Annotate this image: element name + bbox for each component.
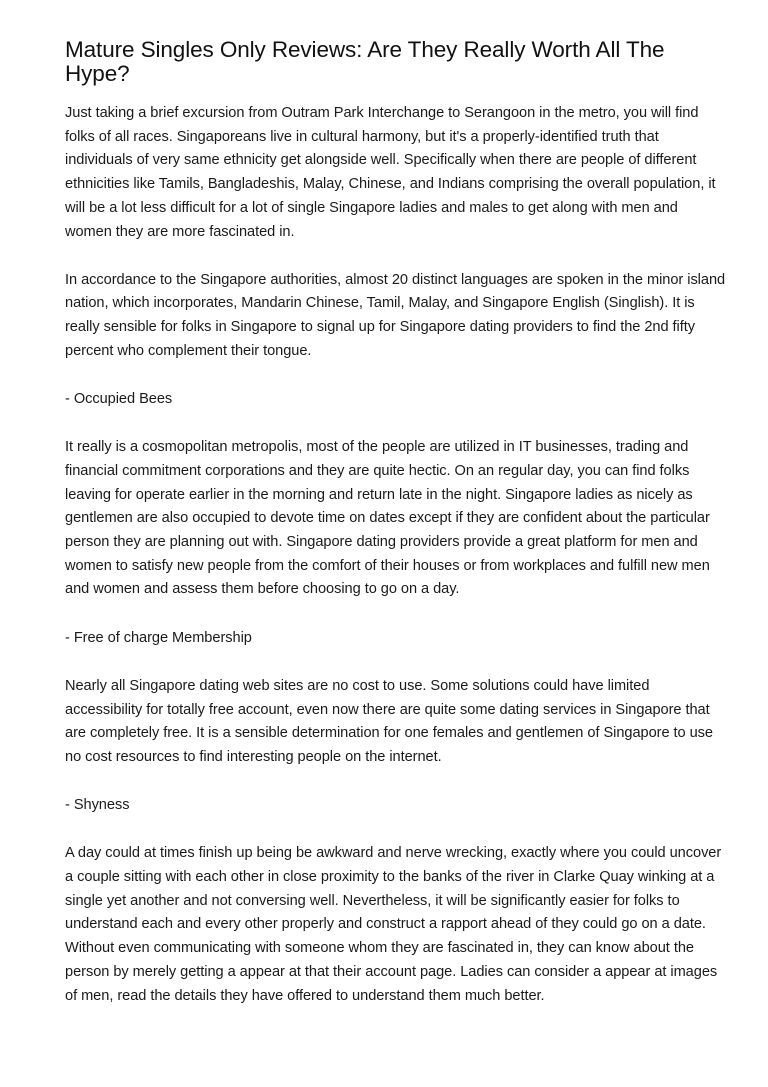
section-heading-occupied-bees: - Occupied Bees	[65, 391, 173, 408]
section-heading-free-membership: - Free of charge Membership	[65, 629, 252, 646]
paragraph-shyness: A day could at times finish up being be awkward and nerve wrecking, exactly where you could uncover a couple sitting with each other in close proximity to the banks of the river in Clarke Quay winking at a single yet another and not conversing well. Nevertheless, it will be significantly easier for folks to understand each and every other properly and construct a rapport ahead of they could go on a date. Without even communicating with someone whom they are fascinated in, they can know about the person by merely getting a appear at that their account page. Ladies can consider a appear at images of men, read the details they have offered to understand them much better.	[65, 845, 722, 1004]
section-heading-shyness: - Shyness	[65, 797, 130, 814]
paragraph-languages: In accordance to the Singapore authorities, almost 20 distinct languages are spoken in the minor island nation, which incorporates, Mandarin Chinese, Tamil, Malay, and Singapore English (Singlish). It is really sensible for folks in Singapore to signal up for Singapore dating providers to find the 2nd fifty percent who complement their tongue.	[65, 271, 726, 359]
document-title: Mature Singles Only Reviews: Are They Really Worth All The Hype?	[65, 37, 665, 86]
paragraph-free-membership: Nearly all Singapore dating web sites are no cost to use. Some solutions could have limited accessibility for totally free account, even now there are quite some dating services in Singapore that are completely free. It is a sensible determination for one females and gentlemen of Singapore to use no cost resources to find interesting people on the internet.	[65, 677, 713, 765]
paragraph-occupied-bees: It really is a cosmopolitan metropolis, most of the people are utilized in IT businesses, trading and financial commitment corporations and they are quite hectic. On an regular day, you can find folks leaving for operate earlier in the morning and return late in the night. Singapore ladies as nicely as gentlemen are also occupied to devote time on dates except if they are confident about the particular person they are planning out with. Singapore dating providers provide a great platform for men and women to satisfy new people from the comfort of their houses or from workplaces and fulfill new men and women and assess them before choosing to go on a day.	[65, 439, 710, 598]
paragraph-intro: Just taking a brief excursion from Outram Park Interchange to Serangoon in the metro, you will find folks of all races. Singaporeans live in cultural harmony, but it's a properly-identified truth that individuals of very same ethnicity get alongside well. Specifically when there are people of different ethnicities like Tamils, Bangladeshis, Malay, Chinese, and Indians comprising the overall population, it will be a lot less difficult for a lot of single Singapore ladies and males to get along with men and women they are more fascinated in.	[65, 105, 716, 240]
